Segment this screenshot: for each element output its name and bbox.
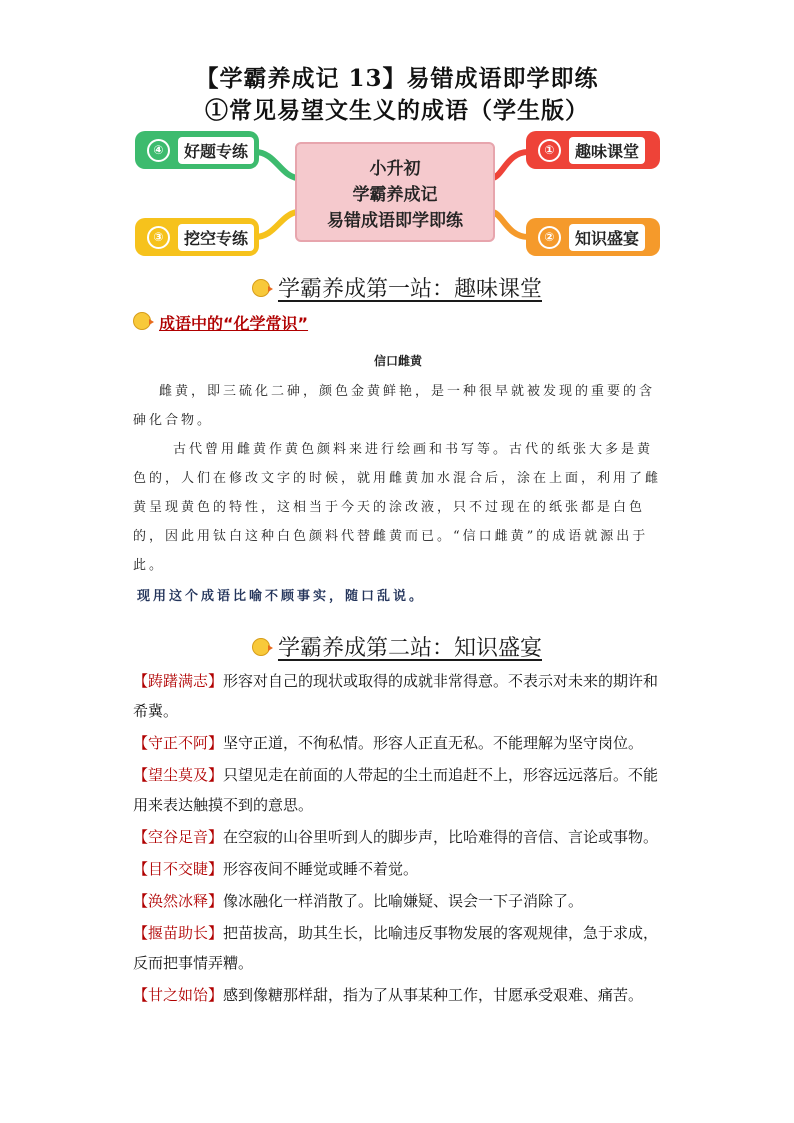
title-line-2: ①常见易望文生义的成语（学生版） bbox=[205, 97, 589, 124]
center-line: 小升初 bbox=[369, 159, 421, 179]
story-moral: 现用这个成语比喻不顾事实，随口乱说。 bbox=[137, 589, 426, 604]
chick-icon bbox=[252, 638, 270, 656]
idiom-def: 把苗拔高，助其生长，比喻违反事物发展的客观规律，急于求成，反而把事情弄糟。 bbox=[133, 924, 659, 972]
center-line: 学霸养成记 bbox=[352, 185, 438, 205]
station-1-text: 学霸养成第一站：趣味课堂 bbox=[277, 277, 542, 302]
box-label: 好题专练 bbox=[178, 137, 254, 164]
box-number: ① bbox=[538, 139, 561, 162]
idiom-item bbox=[133, 854, 673, 884]
idiom-term: 【揠苗助长】 bbox=[133, 924, 224, 942]
idiom-def: 像冰融化一样消散了。比喻嫌疑、误会一下子消除了。 bbox=[223, 892, 584, 910]
idiom-item bbox=[133, 760, 673, 820]
idiom-def: 只望见走在前面的人带起的尘土而追赶不上，形容远远落后。不能用来表达触摸不到的意思。 bbox=[133, 766, 659, 814]
idiom-term: 【踌躇满志】 bbox=[133, 672, 224, 690]
idiom-def: 感到像糖那样甜，指为了从事某种工作，甘愿承受艰难、痛苦。 bbox=[223, 986, 644, 1004]
box-fill-blank bbox=[135, 218, 259, 256]
station-1-heading bbox=[0, 272, 794, 303]
box-number: ② bbox=[538, 226, 561, 249]
idiom-item bbox=[133, 918, 673, 978]
idiom-item bbox=[133, 666, 673, 726]
title-line-1: 【学霸养成记 13】易错成语即学即练 bbox=[195, 65, 599, 92]
box-label: 趣味课堂 bbox=[569, 137, 645, 164]
box-good-questions bbox=[135, 131, 259, 169]
idiom-item bbox=[133, 980, 673, 1010]
box-fun-class bbox=[526, 131, 660, 169]
story-paragraph: 古代曾用雌黄作黄色颜料来进行绘画和书写等。古代的纸张大多是黄色的，人们在修改文字的时候，就用雌黄加水混合后，涂在上面，利用了雌黄呈现黄色的特性，这相当于今天的涂改液，只不过现在的纸张都是白色的，因此用钛白这种白色颜料代替雌黄而已。“信口雌黄”的成语就源出于此。 bbox=[133, 442, 662, 573]
idiom-term: 【涣然冰释】 bbox=[133, 892, 224, 910]
idiom-item bbox=[133, 728, 673, 758]
idiom-def: 形容对自己的现状或取得的成就非常得意。不表示对未来的期许和希冀。 bbox=[133, 672, 659, 720]
story-block bbox=[133, 352, 663, 611]
chick-icon bbox=[252, 279, 270, 297]
box-label: 挖空专练 bbox=[178, 224, 254, 251]
idiom-def: 形容夜间不睡觉或睡不着觉。 bbox=[223, 860, 419, 878]
idiom-list bbox=[133, 666, 673, 1012]
box-number: ③ bbox=[147, 226, 170, 249]
idiom-item bbox=[133, 886, 673, 916]
story-paragraph: 雌黄，即三硫化二砷，颜色金黄鲜艳，是一种很早就被发现的重要的含砷化合物。 bbox=[133, 384, 656, 428]
idiom-term: 【目不交睫】 bbox=[133, 860, 224, 878]
box-knowledge-feast bbox=[526, 218, 660, 256]
idiom-term: 【守正不阿】 bbox=[133, 734, 224, 752]
box-number: ④ bbox=[147, 139, 170, 162]
idiom-term: 【甘之如饴】 bbox=[133, 986, 224, 1004]
idiom-item bbox=[133, 822, 673, 852]
station-2-heading bbox=[0, 631, 794, 662]
chick-icon bbox=[133, 312, 151, 330]
subheading bbox=[133, 311, 308, 334]
subheading-text: 成语中的“化学常识” bbox=[159, 314, 309, 333]
idiom-term: 【望尘莫及】 bbox=[133, 766, 224, 784]
box-label: 知识盛宴 bbox=[569, 224, 645, 251]
story-title: 信口雌黄 bbox=[373, 354, 422, 368]
idiom-term: 【空谷足音】 bbox=[133, 828, 224, 846]
idiom-def: 坚守正道，不徇私情。形容人正直无私。不能理解为坚守岗位。 bbox=[223, 734, 644, 752]
station-2-text: 学霸养成第二站：知识盛宴 bbox=[277, 636, 542, 661]
center-line: 易错成语即学即练 bbox=[327, 211, 463, 231]
idiom-def: 在空寂的山谷里听到人的脚步声，比哈难得的音信、言论或事物。 bbox=[223, 828, 659, 846]
mind-map-center bbox=[295, 142, 495, 242]
